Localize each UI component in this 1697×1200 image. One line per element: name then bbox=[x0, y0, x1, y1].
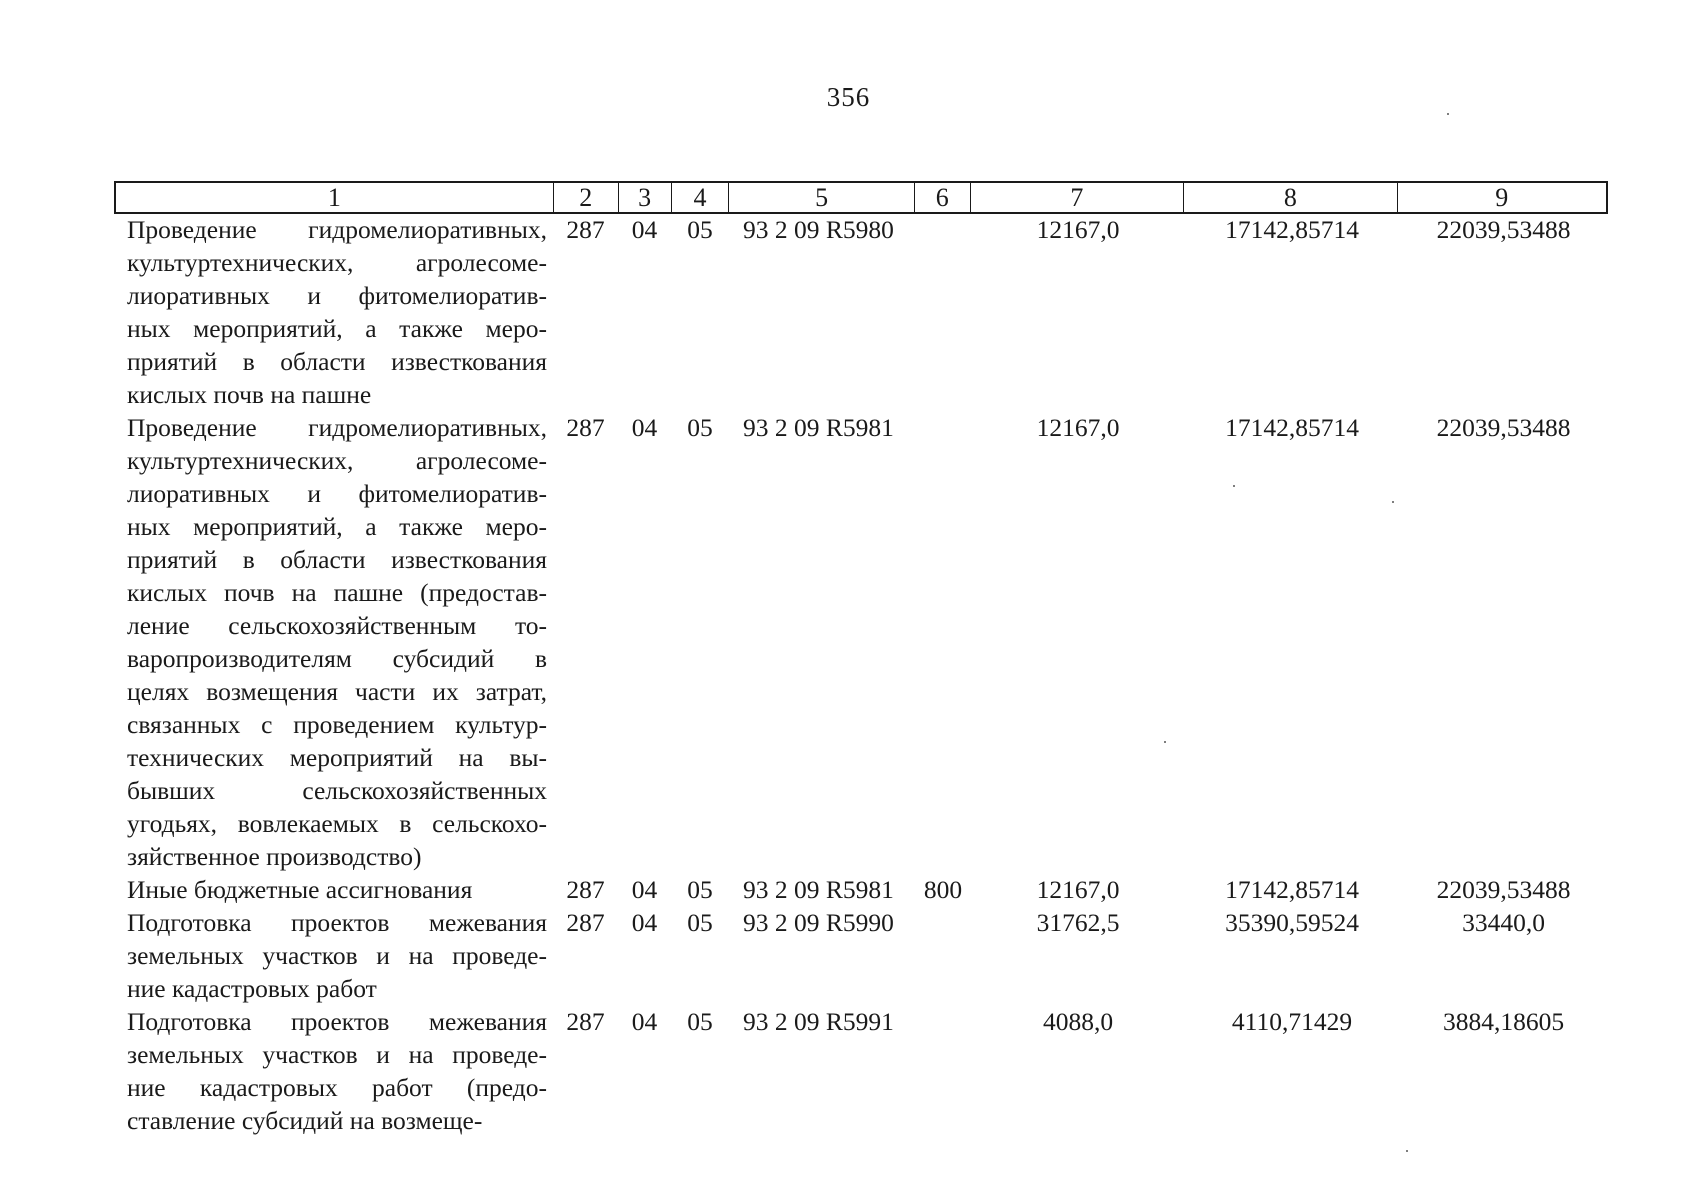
cell-amount-col8: 17142,85714 bbox=[1225, 413, 1359, 442]
table-row bbox=[114, 906, 1608, 1005]
cell-amount-col7: 12167,0 bbox=[1036, 413, 1120, 442]
description-line: Подготовка проектов межевания bbox=[127, 1007, 547, 1036]
description-line: варопроизводителям субсидий в bbox=[127, 644, 547, 673]
description-line: лиоративных и фитомелиоратив- bbox=[127, 479, 547, 508]
cell-target-article: 93 2 09 R5990 bbox=[743, 908, 894, 937]
description-line: технических мероприятий на вы- bbox=[127, 743, 547, 772]
cell-subsection: 05 bbox=[687, 1007, 713, 1036]
description-line: связанных с проведением культур- bbox=[127, 710, 547, 739]
cell-target-article: 93 2 09 R5991 bbox=[743, 1007, 894, 1036]
description-line: кислых почв на пашне (предостав- bbox=[127, 578, 547, 607]
description-line: ление сельскохозяйственным то- bbox=[127, 611, 547, 640]
column-header-5: 5 bbox=[729, 183, 915, 212]
table-row bbox=[114, 1005, 1608, 1137]
cell-amount-col8: 17142,85714 bbox=[1225, 215, 1359, 244]
cell-ministry-code: 287 bbox=[566, 1007, 605, 1036]
table-row bbox=[114, 213, 1608, 411]
description-line: земельных участков и на проведе- bbox=[127, 1040, 547, 1069]
description-line: зяйственное производство) bbox=[127, 842, 422, 871]
cell-amount-col8: 4110,71429 bbox=[1231, 1007, 1353, 1036]
table-header-row bbox=[114, 181, 1608, 214]
cell-description bbox=[114, 213, 553, 411]
description-line: ных мероприятий, а также меро- bbox=[127, 512, 547, 541]
description-line: угодьях, вовлекаемых в сельскохо- bbox=[127, 809, 547, 838]
description-line: лиоративных и фитомелиоратив- bbox=[127, 281, 547, 310]
cell-amount-col8: 17142,85714 bbox=[1225, 875, 1359, 904]
cell-amount-col7: 12167,0 bbox=[1036, 875, 1120, 904]
description-line: ных мероприятий, а также меро- bbox=[127, 314, 547, 343]
description-line: земельных участков и на проведе- bbox=[127, 941, 547, 970]
cell-amount-col7: 12167,0 bbox=[1036, 215, 1120, 244]
cell-subsection: 05 bbox=[687, 215, 713, 244]
description-line: приятий в области известкования bbox=[127, 545, 547, 574]
description-line: целях возмещения части их затрат, bbox=[127, 677, 547, 706]
column-header-8: 8 bbox=[1184, 183, 1397, 212]
description-line: Подготовка проектов межевания bbox=[127, 908, 547, 937]
description-line: бывших сельскохозяйственных bbox=[127, 776, 547, 805]
column-header-2: 2 bbox=[554, 183, 619, 212]
cell-section: 04 bbox=[631, 1007, 658, 1036]
cell-ministry-code: 287 bbox=[566, 875, 605, 904]
page-number: 356 bbox=[826, 82, 871, 112]
description-line: приятий в области известкования bbox=[127, 347, 547, 376]
description-line: ние кадастровых работ bbox=[127, 974, 377, 1003]
budget-table-body bbox=[114, 213, 1608, 1137]
table-row bbox=[114, 873, 1608, 906]
cell-section: 04 bbox=[631, 215, 658, 244]
cell-description bbox=[114, 411, 553, 873]
cell-section: 04 bbox=[631, 413, 658, 442]
cell-description bbox=[114, 1005, 553, 1137]
cell-amount-col7: 31762,5 bbox=[1036, 908, 1120, 937]
cell-amount-col8: 35390,59524 bbox=[1225, 908, 1359, 937]
cell-amount-col9: 22039,53488 bbox=[1436, 215, 1571, 244]
column-header-3: 3 bbox=[619, 183, 672, 212]
description-line: ние кадастровых работ (предо- bbox=[127, 1073, 547, 1102]
column-header-9: 9 bbox=[1495, 183, 1509, 212]
cell-amount-col9: 33440,0 bbox=[1462, 908, 1545, 937]
scan-speck bbox=[1406, 1150, 1408, 1152]
cell-expense-type: 800 bbox=[923, 875, 963, 904]
description-line: Проведение гидромелиоративных, bbox=[127, 215, 547, 244]
cell-amount-col7: 4088,0 bbox=[1042, 1007, 1114, 1036]
column-header-6: 6 bbox=[915, 183, 971, 212]
cell-section: 04 bbox=[631, 908, 658, 937]
cell-description bbox=[114, 906, 553, 1005]
description-line: Проведение гидромелиоративных, bbox=[127, 413, 547, 442]
cell-amount-col9: 22039,53488 bbox=[1436, 875, 1571, 904]
column-header-4: 4 bbox=[672, 183, 730, 212]
cell-ministry-code: 287 bbox=[566, 215, 605, 244]
table-row bbox=[114, 411, 1608, 873]
cell-amount-col9: 22039,53488 bbox=[1436, 413, 1571, 442]
column-header-7: 7 bbox=[971, 183, 1184, 212]
cell-subsection: 05 bbox=[687, 875, 713, 904]
description-line: кислых почв на пашне bbox=[127, 380, 372, 409]
cell-section: 04 bbox=[631, 875, 658, 904]
cell-ministry-code: 287 bbox=[566, 413, 605, 442]
cell-target-article: 93 2 09 R5980 bbox=[743, 215, 894, 244]
description-line: культуртехнических, агролесоме- bbox=[127, 248, 547, 277]
cell-description bbox=[114, 873, 553, 906]
cell-subsection: 05 bbox=[687, 413, 713, 442]
cell-subsection: 05 bbox=[687, 908, 713, 937]
column-header-1: 1 bbox=[116, 183, 554, 212]
cell-ministry-code: 287 bbox=[566, 908, 605, 937]
cell-amount-col9: 3884,18605 bbox=[1442, 1007, 1565, 1036]
description-line: Иные бюджетные ассигнования bbox=[127, 875, 473, 904]
description-line: ставление субсидий на возмеще- bbox=[127, 1106, 483, 1135]
cell-target-article: 93 2 09 R5981 bbox=[743, 875, 894, 904]
scan-speck bbox=[1447, 113, 1449, 115]
cell-target-article: 93 2 09 R5981 bbox=[743, 413, 894, 442]
description-line: культуртехнических, агролесоме- bbox=[127, 446, 547, 475]
